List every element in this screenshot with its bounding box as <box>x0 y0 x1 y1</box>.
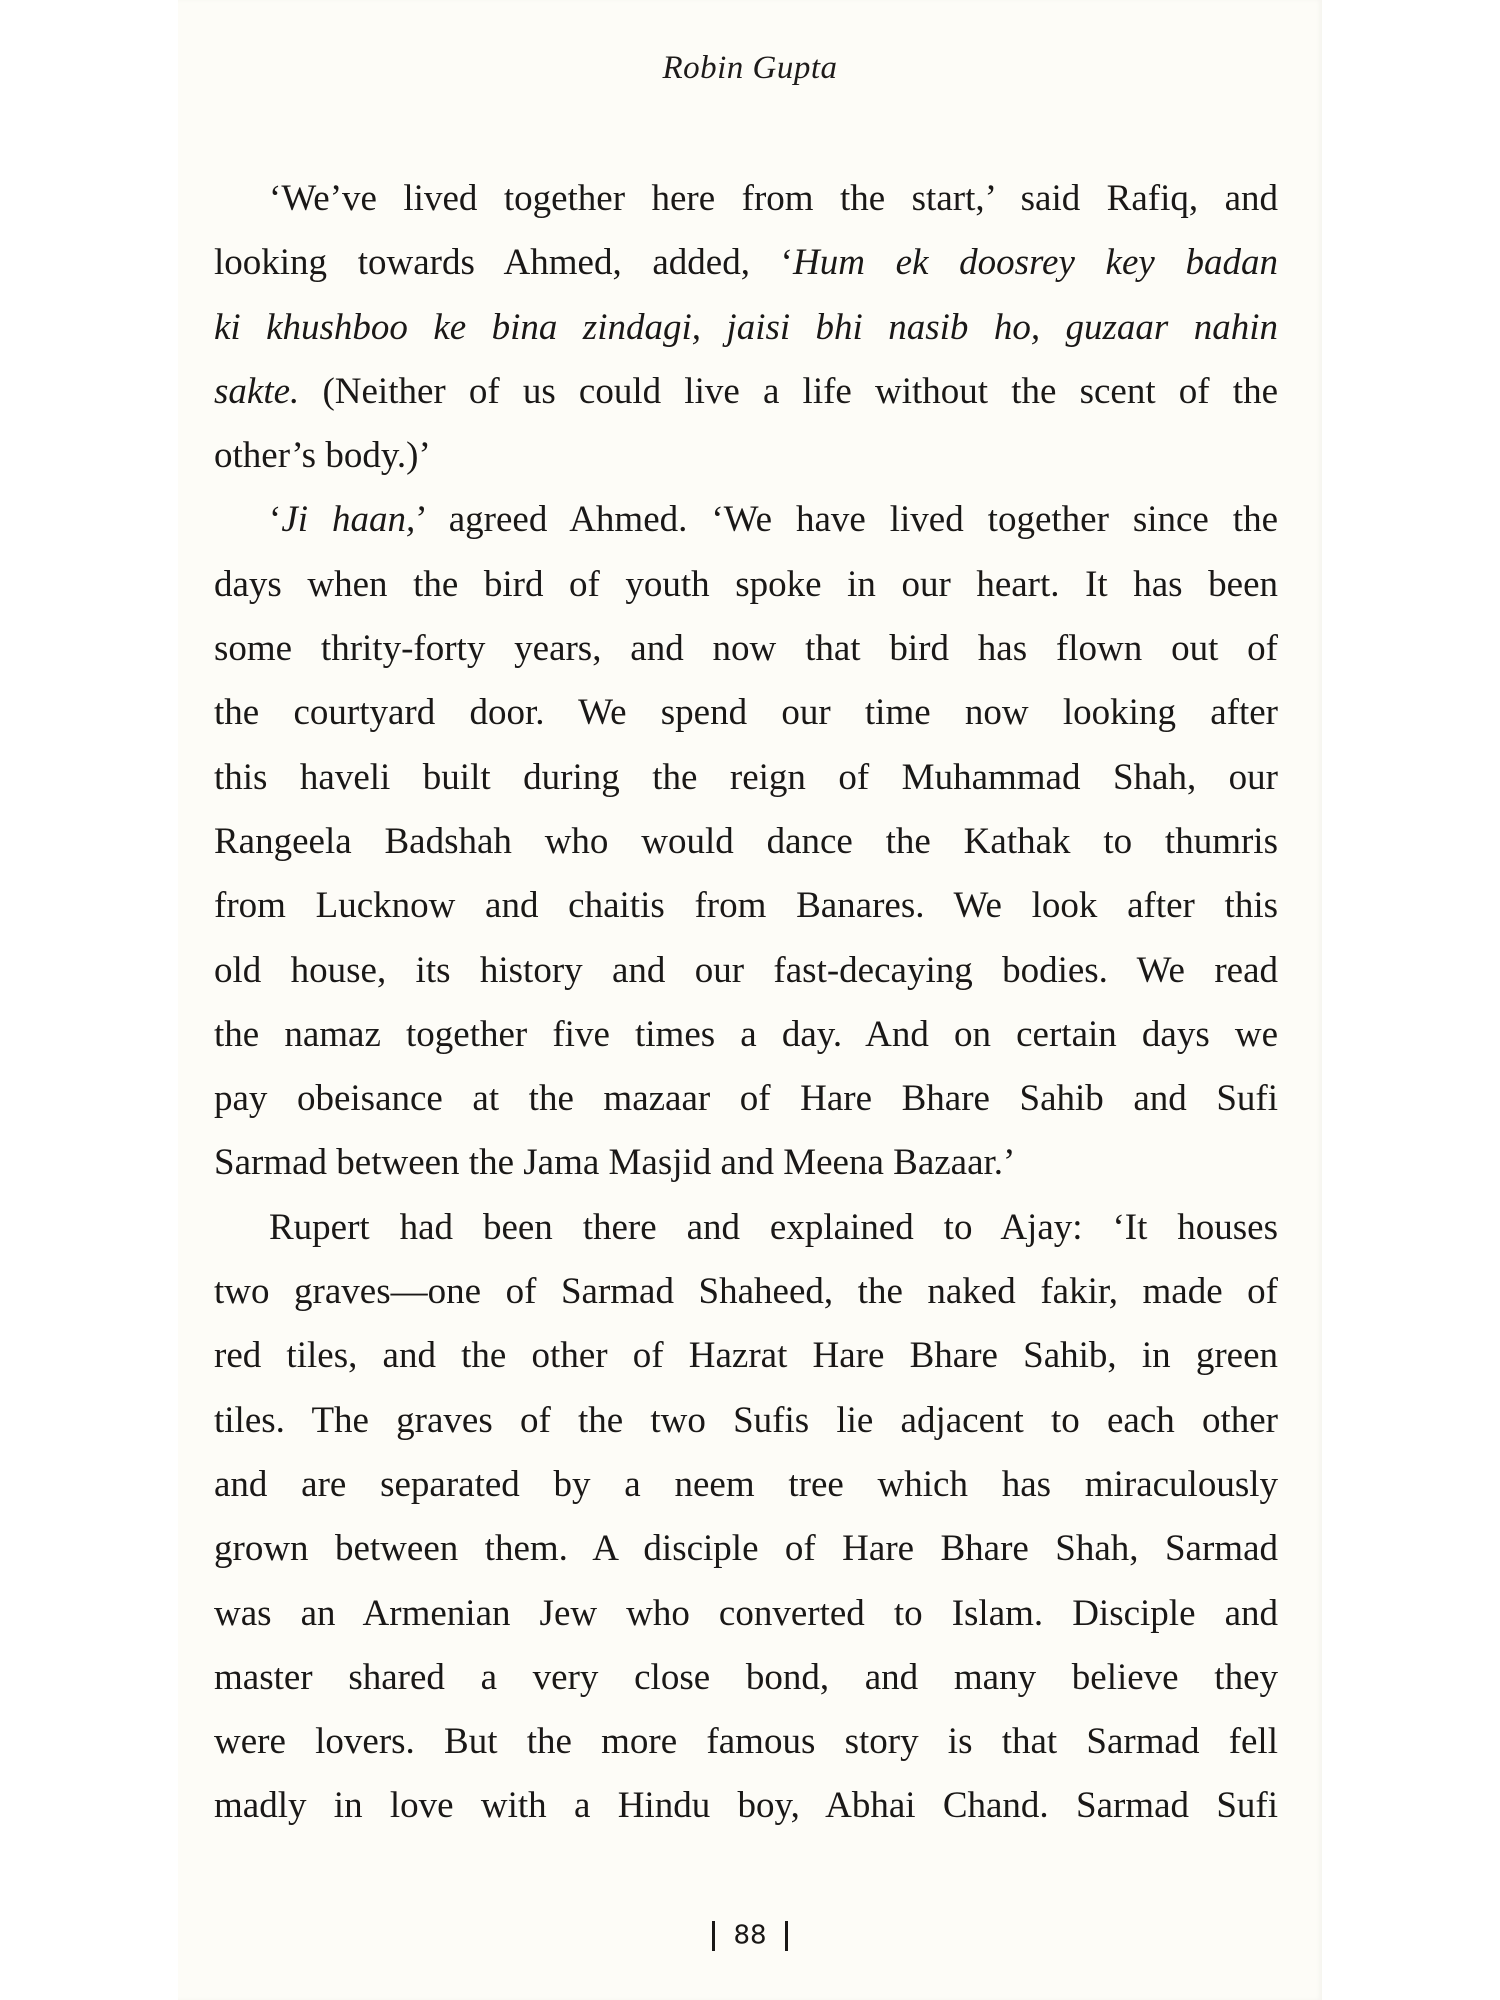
page-number <box>178 1920 1322 1951</box>
text-span: the namaz together five times a day. And on certain days we <box>214 1013 1278 1055</box>
text-line <box>214 686 1278 750</box>
text-span: pay obeisance at the mazaar of Hare Bhare Sahib and Sufi <box>214 1078 1278 1120</box>
text-span: days when the bird of youth spoke in our heart. It has been <box>214 563 1278 605</box>
text-span: some thrity-forty years, and now that bird has flown out of <box>214 628 1278 670</box>
text-span: (Neither of us could live a life without the scent of the <box>299 370 1278 412</box>
page-number-value: 88 <box>733 1920 767 1951</box>
text-line <box>214 1265 1278 1329</box>
italic-text: ki khushboo ke bina zindagi, jaisi bhi nasib ho, guzaar nahin <box>214 306 1278 348</box>
text-line <box>214 751 1278 815</box>
folio-bar-right <box>785 1921 788 1951</box>
text-line <box>214 1715 1278 1779</box>
text-span: Sarmad between the Jama Masjid and Meena Bazaar.’ <box>214 1142 1016 1184</box>
text-line <box>214 1072 1278 1136</box>
text-line <box>214 944 1278 1008</box>
text-span: this haveli built during the reign of Muhammad Shah, our <box>214 756 1278 798</box>
text-line <box>214 493 1278 557</box>
text-line <box>214 1394 1278 1458</box>
text-span: two graves—one of Sarmad Shaheed, the naked fakir, made of <box>214 1271 1278 1313</box>
text-span: was an Armenian Jew who converted to Islam. Disciple and <box>214 1592 1278 1634</box>
text-span: other’s body.)’ <box>214 435 431 477</box>
text-line <box>214 1136 1278 1200</box>
text-line <box>214 429 1278 493</box>
text-line <box>214 301 1278 365</box>
text-span: old house, its history and our fast-decaying bodies. We read <box>214 949 1278 991</box>
body-text <box>214 172 1278 1844</box>
text-span: and are separated by a neem tree which has miraculously <box>214 1463 1278 1505</box>
italic-text: Hum ek doosrey key badan <box>792 242 1279 284</box>
text-span: madly in love with a Hindu boy, Abhai Chand. Sarmad Sufi <box>214 1785 1278 1827</box>
italic-text: sakte. <box>214 370 300 412</box>
text-line <box>214 558 1278 622</box>
text-span: were lovers. But the more famous story is that Sarmad fell <box>214 1721 1278 1763</box>
text-span: Rangeela Badshah who would dance the Kathak to thumris <box>214 820 1278 862</box>
book-page <box>178 0 1322 2000</box>
text-line <box>214 365 1278 429</box>
text-span: grown between them. A disciple of Hare Bhare Shah, Sarmad <box>214 1528 1278 1570</box>
text-span: ’ agreed Ahmed. ‘We have lived together since the <box>415 499 1278 541</box>
text-line <box>214 879 1278 943</box>
text-line <box>214 1329 1278 1393</box>
text-span: the courtyard door. We spend our time now looking after <box>214 692 1278 734</box>
text-line <box>214 1651 1278 1715</box>
text-span: red tiles, and the other of Hazrat Hare Bhare Sahib, in green <box>214 1335 1278 1377</box>
text-line <box>214 236 1278 300</box>
folio-bar-left <box>712 1921 715 1951</box>
text-span: Rupert had been there and explained to Ajay: ‘It houses <box>269 1206 1278 1248</box>
text-line <box>214 1201 1278 1265</box>
text-line <box>214 1458 1278 1522</box>
text-span: looking towards Ahmed, added, ‘ <box>214 242 793 284</box>
text-line <box>214 622 1278 686</box>
running-head-author: Robin Gupta <box>662 50 838 86</box>
text-line <box>214 1008 1278 1072</box>
text-span: ‘We’ve lived together here from the start,’ said Rafiq, and <box>269 178 1278 219</box>
text-span: master shared a very close bond, and many believe they <box>214 1656 1278 1698</box>
text-line <box>214 1587 1278 1651</box>
text-span: from Lucknow and chaitis from Banares. We look after this <box>214 885 1278 927</box>
text-span: ‘ <box>269 499 282 541</box>
text-line <box>214 1522 1278 1586</box>
text-line <box>214 815 1278 879</box>
italic-text: Ji haan, <box>281 499 416 541</box>
text-line <box>214 172 1278 236</box>
text-span: tiles. The graves of the two Sufis lie adjacent to each other <box>214 1399 1278 1441</box>
text-line <box>214 1779 1278 1843</box>
